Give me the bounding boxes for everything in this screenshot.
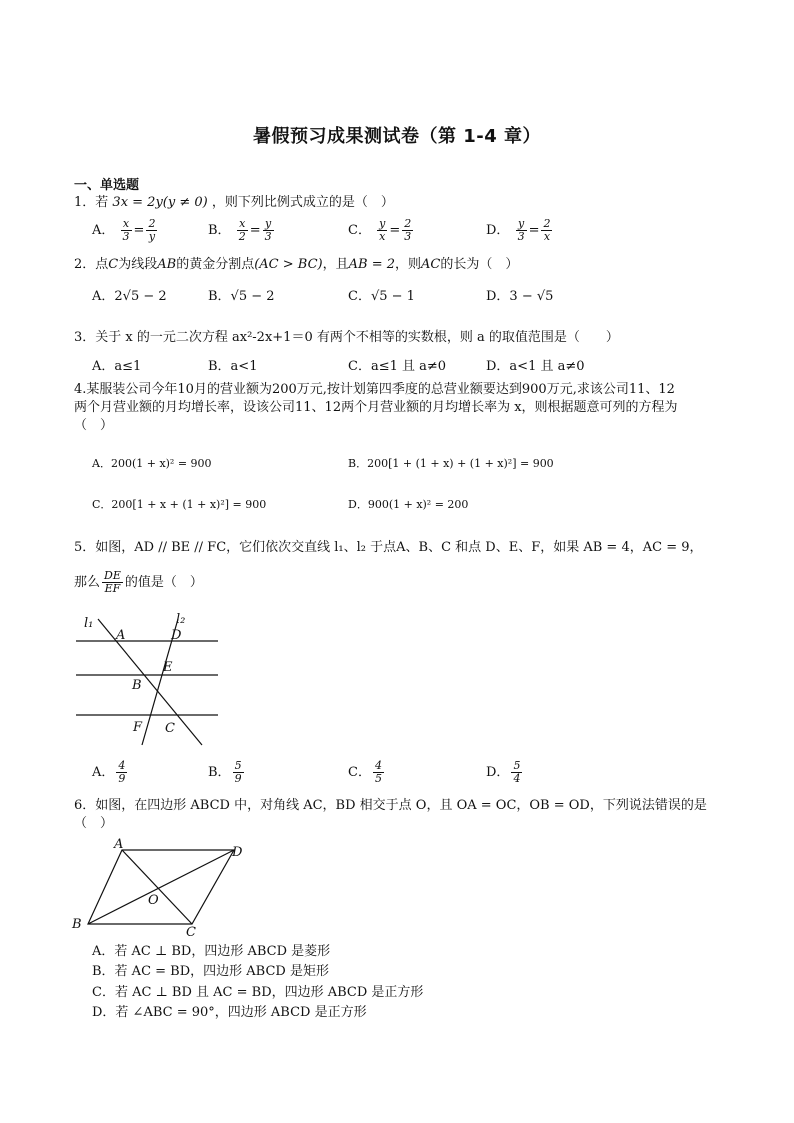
fraction: $\frac{DE}{EF}$	[104, 569, 121, 595]
q1-prefix: 1．若	[74, 195, 109, 210]
q6-option-d[interactable]: D．若 ∠ABC = 90°，四边形 ABCD 是正方形	[92, 1005, 367, 1020]
fraction: $\frac{4}{9}$	[118, 759, 126, 785]
label-o: O	[148, 893, 159, 908]
q1-option-b[interactable]: B． $\frac{x}{2}$ = $\frac{y}{3}$	[208, 217, 272, 243]
label-a: A	[116, 628, 126, 643]
q4-line1: 4.某服装公司今年10月的营业额为200万元,按计划第四季度的总营业额要达到900万元,求该公司11、12	[74, 382, 675, 397]
fraction: $\frac{2}{3}$	[404, 217, 412, 243]
label-b: B	[72, 917, 82, 932]
question-5: 5．如图，AD // BE // FC，它们依次交直线 l₁、l₂ 于点A、B、C 和点 D、E、F，如果 AB = 4，AC = 9，	[74, 540, 703, 555]
diagonal-bd	[88, 850, 234, 924]
q4-option-b[interactable]: B．200[1 + (1 + x) + (1 + x)²] = 900	[348, 457, 554, 470]
label-d: D	[171, 628, 182, 643]
q6-line1: 6．如图，在四边形 ABCD 中，对角线 AC，BD 相交于点 O，且 OA = OC，OB = OD，下列说法错误的是	[74, 798, 707, 813]
label-f: F	[133, 720, 143, 735]
q4-option-c[interactable]: C．200[1 + x + (1 + x)²] = 900	[92, 498, 267, 511]
question-1	[74, 194, 724, 212]
q3-option-b[interactable]: B．a<1	[208, 359, 258, 374]
label-c: C	[186, 925, 196, 940]
fraction: $\frac{y}{x}$	[379, 217, 386, 243]
q2-option-b[interactable]: B．√5 − 2	[208, 289, 275, 304]
label-d: D	[232, 845, 243, 860]
q1-option-a[interactable]: A． $\frac{x}{3}$ = $\frac{2}{y}$	[92, 217, 156, 243]
option-label: C．	[348, 223, 371, 238]
fraction: $\frac{4}{5}$	[374, 759, 382, 785]
fraction: $\frac{y}{3}$	[517, 217, 525, 243]
q1-condition: 3x = 2y(y ≠ 0)	[112, 195, 208, 210]
q4-option-d[interactable]: D．900(1 + x)² = 200	[348, 498, 469, 511]
q6-option-c[interactable]: C．若 AC ⊥ BD 且 AC = BD，四边形 ABCD 是正方形	[92, 985, 424, 1000]
label-l2: l₂	[176, 612, 186, 627]
fraction: $\frac{2}{y}$	[148, 217, 156, 243]
question-6	[74, 797, 734, 833]
question-3: 3．关于 x 的一元二次方程 ax²-2x+1＝0 有两个不相等的实数根，则 a 的取值范围是（ ）	[74, 330, 619, 345]
q6-option-a[interactable]: A．若 AC ⊥ BD，四边形 ABCD 是菱形	[92, 944, 331, 959]
q6-line2: （ ）	[74, 816, 114, 831]
question-4	[74, 381, 734, 435]
fraction: $\frac{y}{3}$	[264, 217, 272, 243]
q3-option-c[interactable]: C．a≤1 且 a≠0	[348, 359, 447, 374]
fraction: $\frac{x}{3}$	[122, 217, 130, 243]
option-label: B．	[208, 223, 231, 238]
label-a: A	[114, 837, 124, 852]
q1-suffix: ，则下列比例式成立的是（ ）	[211, 195, 394, 210]
label-e: E	[163, 660, 173, 675]
q4-option-a[interactable]: A．200(1 + x)² = 900	[92, 457, 212, 470]
line-l1	[98, 619, 202, 745]
label-l1: l₁	[84, 616, 94, 631]
q5-option-c[interactable]: C． $\frac{4}{5}$	[348, 759, 382, 785]
label-b: B	[132, 678, 142, 693]
diagonal-ac	[122, 850, 192, 924]
fraction: $\frac{5}{9}$	[234, 759, 242, 785]
option-label: A．	[92, 223, 115, 238]
page-title: 暑假预习成果测试卷（第 1-4 章）	[252, 126, 542, 147]
option-label: D．	[486, 223, 510, 238]
label-c: C	[165, 721, 175, 736]
q6-quadrilateral-figure	[66, 836, 266, 940]
q1-option-c[interactable]: C． $\frac{y}{x}$ = $\frac{2}{3}$	[348, 217, 412, 243]
fraction: $\frac{2}{x}$	[543, 217, 551, 243]
q6-option-b[interactable]: B．若 AC = BD，四边形 ABCD 是矩形	[92, 964, 329, 979]
q5-option-a[interactable]: A． $\frac{4}{9}$	[92, 759, 126, 785]
q3-option-d[interactable]: D．a<1 且 a≠0	[486, 359, 585, 374]
q4-line3: （ ）	[74, 418, 114, 433]
fraction: $\frac{5}{4}$	[513, 759, 521, 785]
fraction: $\frac{x}{2}$	[238, 217, 246, 243]
q1-option-d[interactable]: D． $\frac{y}{3}$ = $\frac{2}{x}$	[486, 217, 551, 243]
q3-option-a[interactable]: A．a≤1	[92, 359, 142, 374]
section-heading: 一、单选题	[74, 178, 140, 193]
question-5-line2: 那么 $\frac{DE}{EF}$ 的值是（ ）	[74, 569, 203, 595]
q2-option-c[interactable]: C．√5 − 1	[348, 289, 415, 304]
q5-parallel-lines-figure	[70, 605, 230, 755]
q2-option-d[interactable]: D．3 − √5	[486, 289, 554, 304]
q2-option-a[interactable]: A．2√5 − 2	[92, 289, 167, 304]
q5-option-b[interactable]: B． $\frac{5}{9}$	[208, 759, 242, 785]
q5-option-d[interactable]: D． $\frac{5}{4}$	[486, 759, 521, 785]
question-2: 2．点C为线段AB的黄金分割点(AC > BC)，且AB = 2，则AC的长为（ ）	[74, 257, 519, 272]
q4-line2: 两个月营业额的月均增长率，设该公司11、12两个月营业额的月均增长率为 x，则根据题意可列的方程为	[74, 400, 678, 415]
